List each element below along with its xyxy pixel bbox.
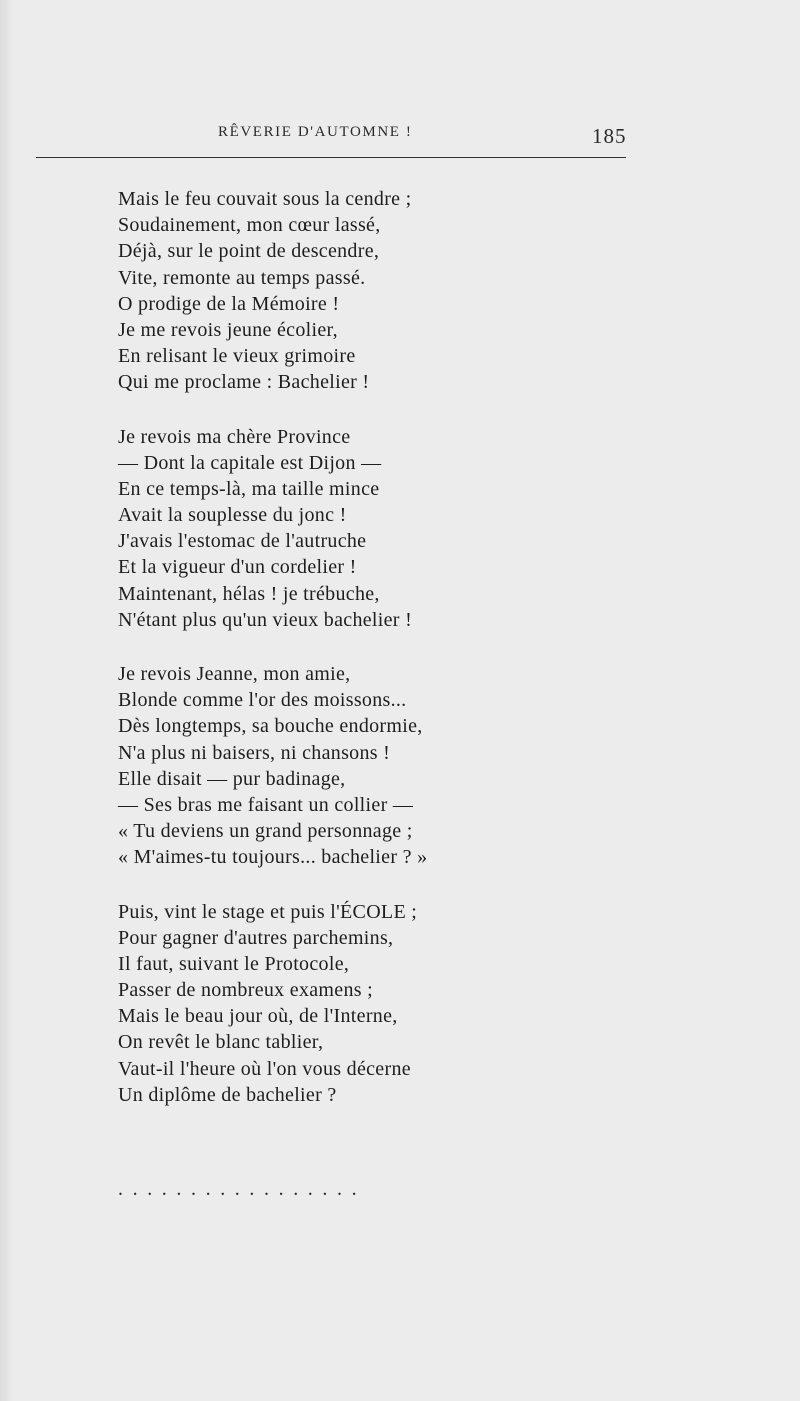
verse-line: Je revois Jeanne, mon amie, [118,663,351,685]
verse-line: Un diplôme de bachelier ? [118,1083,337,1106]
ellipsis-row: ................. [118,1178,367,1200]
poem [118,186,558,1136]
stanza-4 [118,899,558,1109]
verse-line: Mais le feu couvait sous la cendre ; [118,188,412,210]
verse-line: Je revois ma chère Province [118,425,351,448]
verse-line: Vaut-il l'heure où l'on vous décerne [118,1057,411,1080]
verse-line: — Ses bras me faisant un collier — [118,793,414,816]
verse-line: — Dont la capitale est Dijon — [118,451,382,474]
verse-line: Déjà, sur le point de descendre, [118,240,380,263]
verse-line: Qui me proclame : Bachelier ! [118,371,370,394]
verse-line: N'a plus ni baisers, ni chansons ! [118,741,391,764]
stanza-3 [118,661,558,871]
verse-line: Il faut, suivant le Protocole, [118,952,350,975]
page-number: 185 [592,124,627,148]
verse-line: Pour gagner d'autres parchemins, [118,926,394,949]
stanza-1 [118,186,558,396]
verse-line: En relisant le vieux grimoire [118,345,356,368]
verse-line: Vite, remonte au temps passé. [118,266,366,289]
verse-line: J'avais l'estomac de l'autruche [118,530,367,553]
verse-line: Dès longtemps, sa bouche endormie, [118,715,423,738]
verse-line: N'étant plus qu'un vieux bachelier ! [118,608,413,631]
verse-line: En ce temps-là, ma taille mince [118,477,380,500]
verse-line: Je me revois jeune écolier, [118,318,338,341]
verse-line: Maintenant, hélas ! je trébuche, [118,582,380,605]
verse-line: « Tu deviens un grand personnage ; [118,820,413,843]
verse-line: Et la vigueur d'un cordelier ! [118,556,357,579]
verse-line: Puis, vint le stage et puis l'ÉCOLE ; [118,900,418,923]
verse-line: « M'aimes-tu toujours... bachelier ? » [118,846,428,869]
page-edge-shadow [0,0,14,1401]
verse-line: On revêt le blanc tablier, [118,1031,324,1054]
header-rule [36,157,626,158]
verse-line: Blonde comme l'or des moissons... [118,689,407,712]
verse-line: O prodige de la Mémoire ! [118,292,340,315]
running-title: RÊVERIE D'AUTOMNE ! [218,124,413,140]
verse-line: Avait la souplesse du jonc ! [118,504,347,527]
verse-line: Elle disait — pur badinage, [118,767,346,790]
stanza-2 [118,424,558,634]
verse-line: Soudainement, mon cœur lassé, [118,214,381,237]
verse-line: Mais le beau jour où, de l'Interne, [118,1005,398,1028]
verse-line: Passer de nombreux examens ; [118,979,374,1002]
